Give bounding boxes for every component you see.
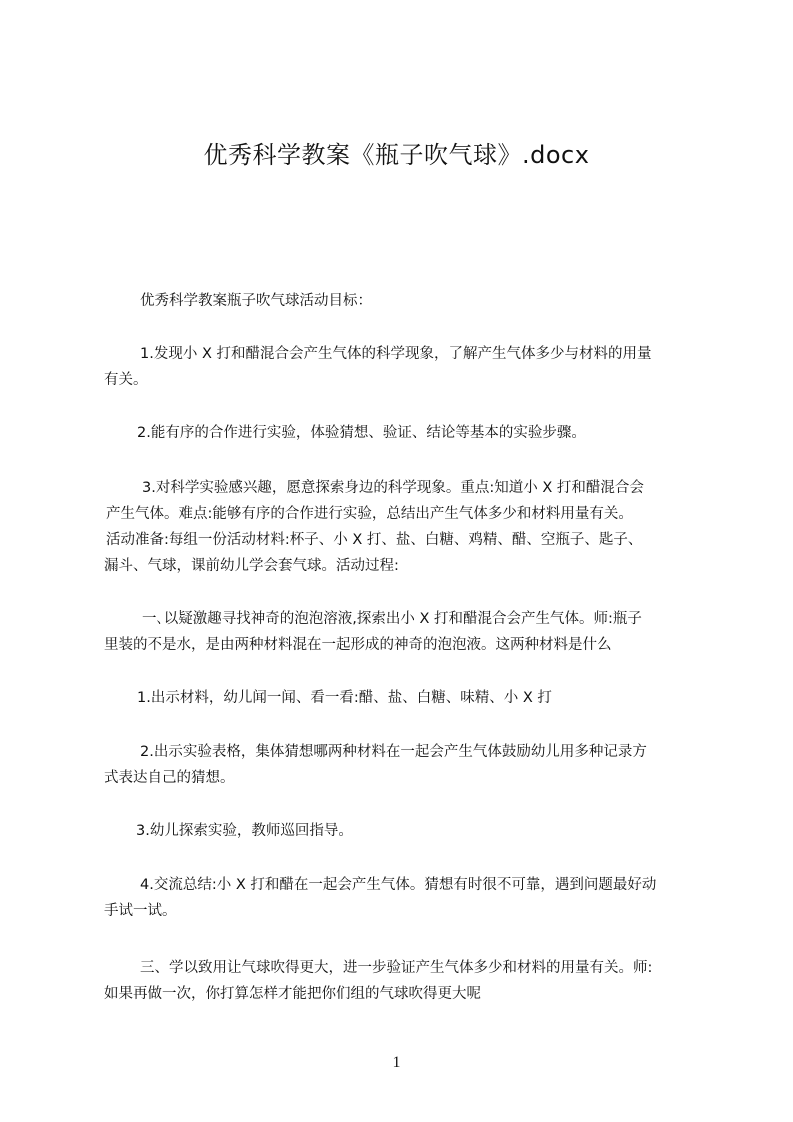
paragraph-line: 2.能有序的合作进行实验，体验猜想、验证、结论等基本的实验步骤。 bbox=[137, 425, 586, 441]
paragraph-line: 2.出示实验表格，集体猜想哪两种材料在一起会产生气体鼓励幼儿用多种记录方 bbox=[140, 744, 647, 760]
paragraph-section-3 bbox=[104, 955, 708, 1007]
paragraph-objective-1 bbox=[104, 341, 708, 393]
paragraph-line: 三、学以致用让气球吹得更大，进一步验证产生气体多少和材料的用量有关。师: bbox=[140, 960, 653, 976]
paragraph-line: 式表达自己的猜想。 bbox=[104, 770, 235, 786]
paragraph-line: 4.交流总结:小 X 打和醋在一起会产生气体。猜想有时很不可靠，遇到问题最好动 bbox=[140, 877, 657, 893]
paragraph-line: 手试一试。 bbox=[104, 903, 177, 919]
paragraph-objective-2 bbox=[104, 420, 708, 446]
paragraph-line: 有关。 bbox=[104, 372, 148, 388]
paragraph-section-1 bbox=[104, 606, 708, 658]
page-number: 1 bbox=[392, 1054, 401, 1071]
paragraph-line: 3.幼儿探索实验，教师巡回指导。 bbox=[136, 823, 353, 839]
paragraph-step-1 bbox=[104, 685, 708, 711]
paragraph-line: 1.发现小 X 打和醋混合会产生气体的科学现象，了解产生气体多少与材料的用量 bbox=[140, 346, 652, 362]
paragraph-line: 漏斗、气球，课前幼儿学会套气球。活动过程: bbox=[104, 558, 399, 574]
paragraph-line: 里装的不是水，是由两种材料混在一起形成的神奇的泡泡液。这两种材料是什么 bbox=[104, 637, 612, 653]
paragraph-line: 如果再做一次，你打算怎样才能把你们组的气球吹得更大呢 bbox=[104, 986, 481, 1002]
paragraph-step-3 bbox=[104, 818, 708, 844]
paragraph-line: 1.出示材料，幼儿闻一闻、看一看:醋、盐、白糖、味精、小 X 打 bbox=[137, 690, 552, 706]
paragraph-line: 3.对科学实验感兴趣，愿意探索身边的科学现象。重点:知道小 X 打和醋混合会 bbox=[142, 480, 644, 496]
paragraph-line: 一､以疑激趣寻找神奇的泡泡溶液,探索出小 X 打和醋混合会产生气体。师:瓶子 bbox=[142, 611, 642, 627]
paragraph-step-2 bbox=[104, 739, 708, 791]
paragraph-line: 活动准备:每组一份活动材料:杯子、小 X 打、盐、白糖、鸡精、醋、空瓶子、匙子、 bbox=[106, 532, 643, 548]
document-title: 优秀科学教案《瓶子吹气球》.docx bbox=[203, 141, 590, 169]
paragraph-step-4 bbox=[104, 872, 708, 924]
paragraph-objective-3 bbox=[104, 475, 708, 579]
paragraph-line: 优秀科学教案瓶子吹气球活动目标： bbox=[140, 293, 372, 309]
paragraph-line: 产生气体。难点:能够有序的合作进行实验，总结出产生气体多少和材料用量有关。 bbox=[106, 506, 633, 522]
paragraph-objectives-heading bbox=[104, 288, 708, 314]
